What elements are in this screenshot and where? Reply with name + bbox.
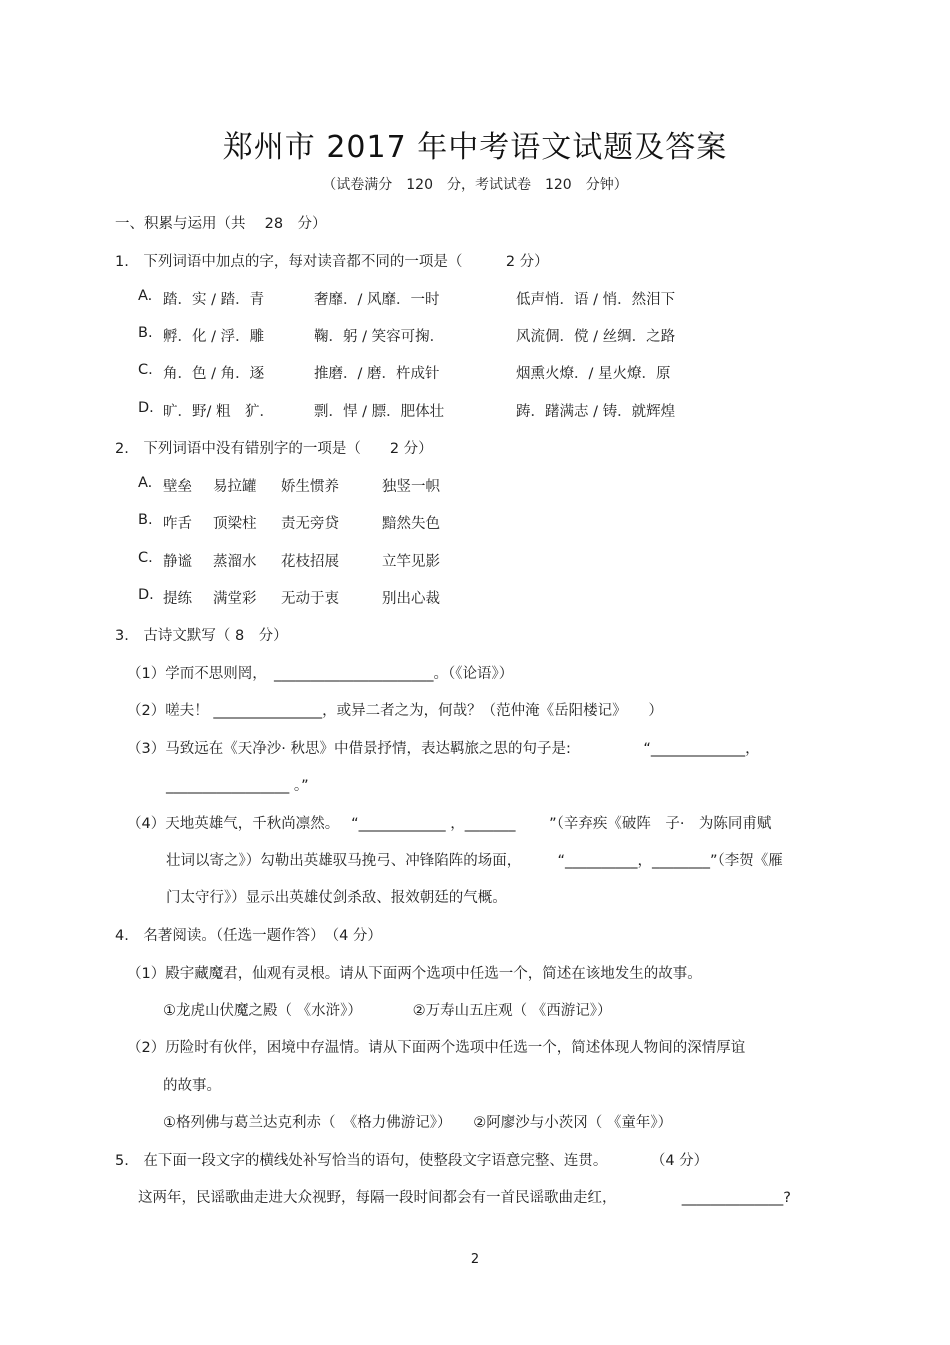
q1-option-a-part-2: 奢靡．/ 风靡．一时 xyxy=(314,292,440,308)
question-3-stem: 3. 古诗文默写（ 8 分） xyxy=(115,628,288,644)
q1-option-b-part-2: 鞠．躬 / 笑容可掬． xyxy=(314,329,445,345)
q2-option-a-label: A. xyxy=(138,475,153,491)
q2-option-a-word-4: 独竖一帜 xyxy=(382,479,440,495)
q2-option-a-word-1: 壁垒 xyxy=(163,479,192,495)
q2-option-b-word-2: 顶梁柱 xyxy=(213,516,257,532)
q2-option-c-word-4: 立竿见影 xyxy=(382,554,440,570)
q1-option-b-part-3: 风流倜．傥 / 丝绸．之路 xyxy=(516,329,676,345)
q2-option-b-word-1: 咋舌 xyxy=(163,516,192,532)
q1-option-c-part-1: 角．色 / 角．逐 xyxy=(163,366,265,382)
section-heading: 一、积累与运用（共 28 分） xyxy=(115,216,327,232)
q4-line-2-options: ①格列佛与葛兰达克利赤（ 《格力佛游记》） ②阿廖沙与小茨冈（ 《童年》） xyxy=(163,1115,673,1131)
q4-line-1: （1）殿宇藏魔君，仙观有灵根。请从下面两个选项中任选一个，简述在该地发生的故事。 xyxy=(127,966,702,982)
question-1-stem: 1. 下列词语中加点的字，每对读音都不同的一项是（ 2 分） xyxy=(115,254,549,270)
q1-option-c-part-3: 烟熏火燎．/ 星火燎．原 xyxy=(516,366,671,382)
q2-option-b-word-4: 黯然失色 xyxy=(382,516,440,532)
q2-option-a-word-3: 娇生惯养 xyxy=(281,479,339,495)
q1-option-a-part-1: 踏．实 / 踏．青 xyxy=(163,292,265,308)
q4-line-2a: （2）历险时有伙伴，困境中存温情。请从下面两个选项中任选一个，简述体现人物间的深情厚谊 xyxy=(127,1040,746,1056)
q1-option-d-part-2: 剽．悍 / 膘．肥体壮 xyxy=(314,404,445,420)
q2-option-c-word-2: 蒸溜水 xyxy=(213,554,257,570)
question-5-stem: 5. 在下面一段文字的横线处补写恰当的语句，使整段文字语意完整、连贯。 （4 分） xyxy=(115,1153,709,1169)
q2-option-d-word-3: 无动于衷 xyxy=(281,591,339,607)
q2-option-d-label: D. xyxy=(138,587,154,603)
q3-line-4a: （4）天地英雄气，千秋尚凛然。 “____________ ，_______ ”（辛弃疾《破阵 子· 为陈同甫赋 xyxy=(127,816,772,832)
document-subtitle: （试卷满分 120 分，考试试卷 120 分钟） xyxy=(322,177,628,193)
q3-line-4c: 门太守行》）显示出英雄仗剑杀敌、报效朝廷的气概。 xyxy=(166,890,507,906)
q3-line-3b: _________________ 。” xyxy=(166,778,309,794)
q4-line-2b: 的故事。 xyxy=(163,1078,221,1094)
q1-option-d-part-1: 旷．野/ 粗 犷． xyxy=(163,404,274,420)
q2-option-c-word-1: 静谧 xyxy=(163,554,192,570)
q2-option-b-word-3: 责无旁贷 xyxy=(281,516,339,532)
q1-option-c-part-2: 推磨．/ 磨．杵成针 xyxy=(314,366,440,382)
q1-option-d-part-3: 踌．躇满志 / 铸．就辉煌 xyxy=(516,404,676,420)
q1-option-c-label: C. xyxy=(138,362,153,378)
q2-option-d-word-2: 满堂彩 xyxy=(213,591,257,607)
q2-option-b-label: B. xyxy=(138,512,153,528)
q5-line-1: 这两年，民谣歌曲走进大众视野，每隔一段时间都会有一首民谣歌曲走红， ______________? xyxy=(138,1190,791,1206)
q3-line-3a: （3）马致远在《天净沙· 秋思》中借景抒情，表达羁旅之思的句子是: “_____________， xyxy=(127,741,760,757)
q1-option-b-label: B. xyxy=(138,325,153,341)
q1-option-d-label: D. xyxy=(138,400,154,416)
document-title: 郑州市 2017 年中考语文试题及答案 xyxy=(222,130,728,165)
q2-option-a-word-2: 易拉罐 xyxy=(213,479,257,495)
q2-option-d-word-1: 提练 xyxy=(163,591,192,607)
q3-line-2: （2）嗟夫！ _______________，或异二者之为，何哉？（范仲淹《岳阳楼记》 ） xyxy=(127,703,663,719)
q3-line-4b: 壮词以寄之》）勾勒出英雄驭马挽弓、冲锋陷阵的场面， “__________，________”（李贺《雁 xyxy=(166,853,783,869)
q2-option-d-word-4: 别出心裁 xyxy=(382,591,440,607)
q1-option-b-part-1: 孵．化 / 浮．雕 xyxy=(163,329,265,345)
q2-option-c-word-3: 花枝招展 xyxy=(281,554,339,570)
q1-option-a-label: A. xyxy=(138,288,153,304)
question-4-stem: 4. 名著阅读。（任选一题作答） （4 分） xyxy=(115,928,382,944)
q1-option-a-part-3: 低声悄．语 / 悄．然泪下 xyxy=(516,292,676,308)
question-2-stem: 2. 下列词语中没有错别字的一项是（ 2 分） xyxy=(115,441,433,457)
q3-line-1: （1）学而不思则罔， ______________________。（《论语》） xyxy=(127,666,514,682)
q4-line-1-options: ①龙虎山伏魔之殿（ 《水浒》） ②万寿山五庄观（ 《西游记》） xyxy=(163,1003,612,1019)
q2-option-c-label: C. xyxy=(138,550,153,566)
page-number: 2 xyxy=(470,1252,480,1267)
